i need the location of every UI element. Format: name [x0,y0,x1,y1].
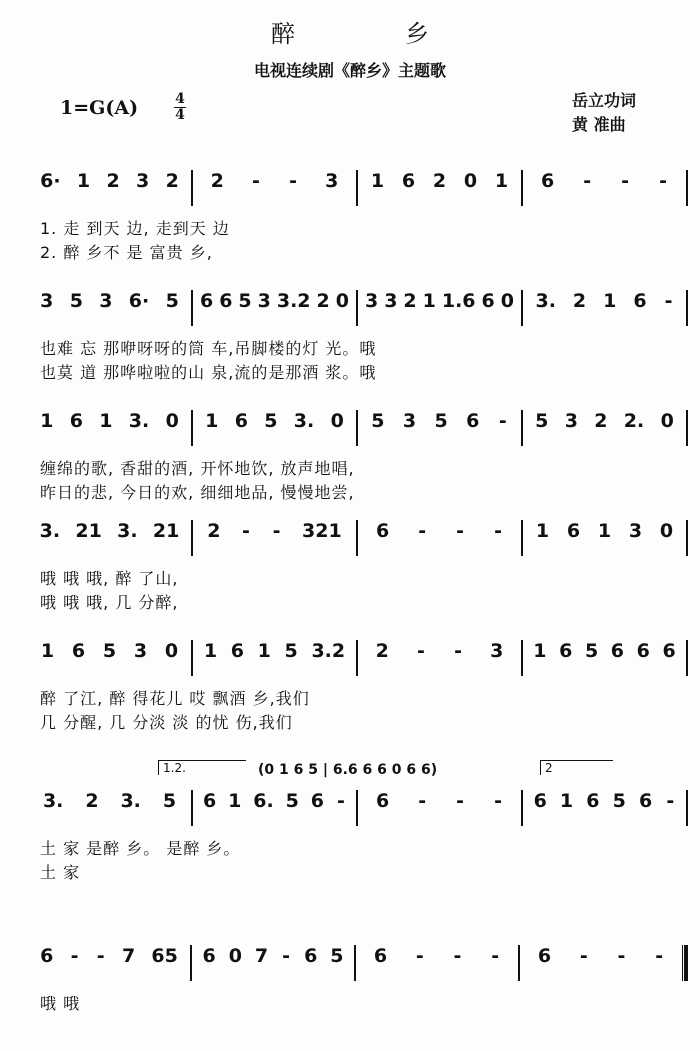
bar-line [682,945,688,981]
measure [193,410,356,432]
score-row [28,410,688,502]
note: 21 [152,520,180,542]
score-row [28,520,688,612]
note: 3 [564,410,578,432]
lyric-line-1: 哦 哦 [40,994,81,1013]
bar-line [686,520,688,556]
score-row [28,945,688,1015]
measure [28,410,191,432]
measure-row [28,520,688,556]
note: 6 [636,640,650,662]
note: 1 [603,290,617,312]
note: 6 [537,945,552,967]
measure [28,640,191,662]
note: - [456,520,465,542]
note: 3 [628,520,643,542]
note: 5 [285,790,299,812]
measure-row [28,170,688,206]
note: - [664,290,673,312]
score-row [28,290,688,382]
meter-top: 4 [175,91,185,107]
note: 0 [500,290,514,312]
note: 21 [75,520,102,542]
measure [358,170,521,192]
note: 6 [234,410,248,432]
note: 5 [584,640,599,662]
measure [358,640,521,662]
note: 6 [610,640,625,662]
note: 5 [264,410,278,432]
note: 1 [40,640,55,662]
measure [356,945,518,967]
note: 2 [85,790,99,812]
note: 6 [375,520,390,542]
time-signature [174,92,186,123]
lyric-line-2: 哦 哦 哦, 几 分醉, [40,593,179,612]
note: - [415,945,424,967]
note: 2 [316,290,330,312]
note: 1 [203,640,218,662]
bar-line [686,290,688,326]
measure [523,290,686,312]
note: - [655,945,664,967]
measure [523,520,686,542]
lyric-line-2: 几 分醒, 几 分淡 淡 的忧 伤,我们 [40,713,293,732]
lyric-line-2: 土 家 [40,863,81,882]
note: 6 [662,640,676,662]
bar-line [686,170,688,206]
note: - [337,790,345,812]
note: 5 [371,410,385,432]
note: 6 [566,520,581,542]
note: 2 [106,170,120,192]
score-row [28,640,688,732]
note: 5 [434,410,448,432]
note: 1 [559,790,574,812]
bar-line [686,640,688,676]
note: - [453,945,462,967]
note: 6 [310,790,325,812]
note: - [583,170,592,192]
note: 6 [40,945,54,967]
note: 6 [199,290,214,312]
note: 5 [102,640,117,662]
score-row [28,761,688,882]
note: 0 [330,410,344,432]
note: 3.2 [311,640,346,662]
note: - [454,640,462,662]
measure-row [28,410,688,446]
note: 6 [373,945,388,967]
note: 6 [633,290,647,312]
note: 3.2 [276,290,311,312]
measure [193,520,356,542]
note: 6 [401,170,416,192]
measure [193,640,356,662]
measure [193,290,356,312]
note: 5 [238,290,252,312]
note: 5 [284,640,298,662]
note: 3 [490,640,504,662]
note: 6· [40,170,61,192]
note: 6 [639,790,653,812]
measure [520,945,682,967]
note: 5 [612,790,626,812]
measure [358,290,521,312]
lyricist-credit: 岳立功词 [572,91,637,110]
meter-bottom: 4 [175,107,185,123]
note: - [666,790,675,812]
score-row [28,170,688,262]
note: 2 [210,170,224,192]
note: - [659,170,667,192]
lyric-line-2: 2. 醉 乡不 是 富贵 乡, [40,243,213,262]
note: 6. [253,790,274,812]
note: 1 [228,790,242,812]
interlude: (0 1 6 5 | 6.6 6 6 0 6 6) [258,762,438,778]
song-title: 醉乡 [271,20,539,48]
measure [28,520,191,542]
note: - [491,945,500,967]
measure-row [28,290,688,326]
note: 6 [559,640,573,662]
note: - [272,520,281,542]
note: 6 [71,640,86,662]
note: 1 [597,520,612,542]
note: 1 [535,520,550,542]
key-signature: 1=G(A) [60,97,139,119]
note: - [494,790,502,812]
note: 0 [659,520,674,542]
note: 6 [69,410,83,432]
note: 3. [117,520,138,542]
lyric-line-1: 也难 忘 那咿呀呀的筒 车,吊脚楼的灯 光。哦 [40,339,377,358]
song-subtitle: 电视连续剧《醉乡》主题歌 [253,61,446,80]
note: 7 [254,945,269,967]
lyric-line-1: 醉 了江, 醉 得花儿 哎 飘酒 乡,我们 [40,689,310,708]
bar-line [686,410,688,446]
measure [523,410,686,432]
note: 6 [481,290,495,312]
note: - [498,410,507,432]
note: 1 [76,170,91,192]
note: - [418,520,427,542]
volta-first: 1.2. [158,760,246,775]
note: 3. [128,410,150,432]
note: 0 [228,945,242,967]
note: 0 [335,290,349,312]
note: 3 [136,170,150,192]
measure [523,790,686,812]
note: 6 [540,170,555,192]
note: 321 [302,520,342,542]
measure [193,170,356,192]
note: 2 [165,170,179,192]
note: 2 [594,410,608,432]
note: - [251,170,260,192]
note: 6 [304,945,318,967]
lyric-line-2: 昨日的悲, 今日的欢, 细细地品, 慢慢地尝, [40,483,355,502]
note: 3 [325,170,339,192]
note: 0 [660,410,674,432]
measure [28,790,191,812]
measure [523,640,686,662]
note: - [282,945,291,967]
lyric-line-1: 哦 哦 哦, 醉 了山, [40,569,179,588]
lyric-line-1: 缠绵的歌, 香甜的酒, 开怀地饮, 放声地唱, [40,459,355,478]
note: - [579,945,588,967]
note: 1.6 [441,290,476,312]
note: 6 [533,790,547,812]
composer-credit: 黄 准曲 [572,115,626,134]
note: 1 [422,290,436,312]
note: - [96,945,105,967]
note: 3. [42,790,64,812]
note: 0 [165,410,179,432]
note: 1 [205,410,219,432]
note: 65 [151,945,178,967]
note: 6 [219,290,233,312]
lyric-line-1: 1. 走 到天 边, 走到天 边 [40,219,230,238]
note: 5 [69,290,83,312]
measure [28,945,190,967]
note: - [418,790,427,812]
note: 6 [375,790,390,812]
measure-row [28,945,688,981]
note: - [494,520,502,542]
note: - [621,170,630,192]
measure [358,520,521,542]
note: 3 [384,290,398,312]
note: 2 [403,290,417,312]
measure [523,170,686,192]
lyric-line-2: 也莫 道 那哗啦啦的山 泉,流的是那酒 浆。哦 [40,363,377,382]
measure-row [28,640,688,676]
volta-second: 2 [540,760,613,775]
note: 6 [586,790,600,812]
note: 3 [257,290,271,312]
measure [28,170,191,192]
note: 6· [128,290,150,312]
note: 6 [230,640,244,662]
bar-line [686,790,688,826]
note: 3 [133,640,148,662]
note: 3 [402,410,417,432]
note: 0 [463,170,478,192]
note: 2 [572,290,587,312]
note: - [456,790,465,812]
note: 3 [364,290,379,312]
note: 6 [202,790,217,812]
note: 1 [533,640,547,662]
note: 1 [99,410,113,432]
note: 1 [257,640,271,662]
note: 3. [293,410,315,432]
note: 3. [535,290,556,312]
measure [28,290,191,312]
measure [193,790,356,812]
note: - [289,170,297,192]
note: 1 [370,170,385,192]
note: 6 [202,945,216,967]
measure [358,790,521,812]
note: 0 [164,640,179,662]
note: 5 [162,790,177,812]
note: - [617,945,626,967]
note: 2 [375,640,389,662]
note: 6 [466,410,480,432]
note: 3 [40,290,54,312]
note: - [416,640,425,662]
note: 2 [207,520,221,542]
note: 3. [120,790,141,812]
measure [192,945,354,967]
measure [358,410,521,432]
note: 2 [432,170,447,192]
note: 5 [330,945,344,967]
note: 3. [39,520,61,542]
note: - [242,520,250,542]
lyric-line-1: 土 家 是醉 乡。 是醉 乡。 [40,839,241,858]
note: 5 [535,410,549,432]
note: 7 [121,945,136,967]
note: 5 [165,290,179,312]
note: 2. [623,410,645,432]
measure-row [28,790,688,826]
note: 1 [40,410,54,432]
note: - [70,945,79,967]
note: 1 [494,170,509,192]
note: 3 [99,290,113,312]
